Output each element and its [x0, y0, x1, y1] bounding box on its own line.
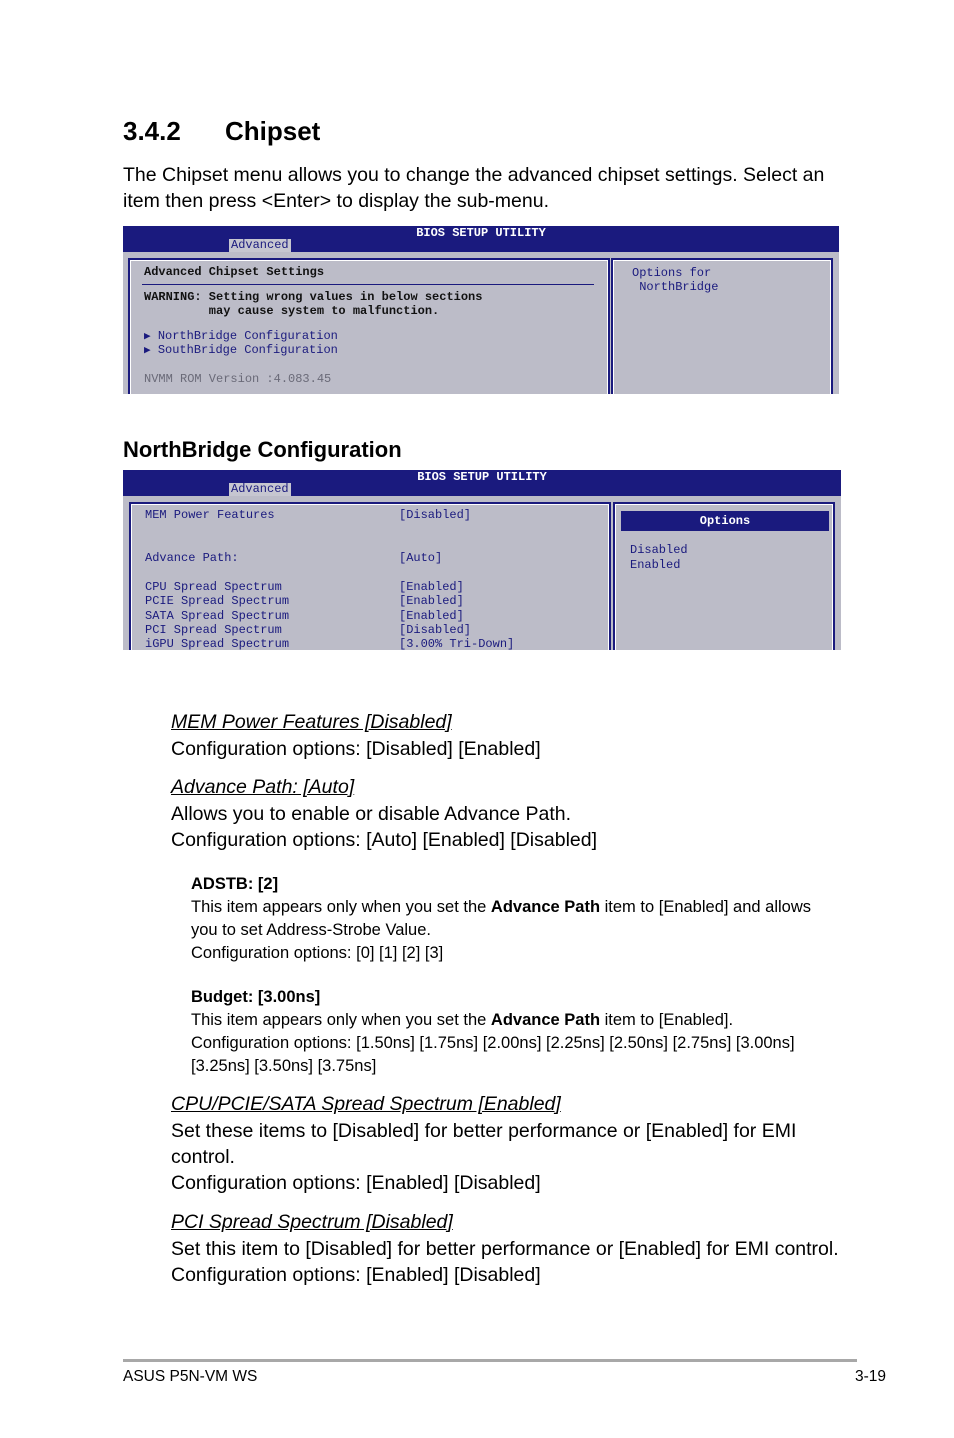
sub-text-adstb: This item appears only when you set the Advance Path item to [Enabled] and allows you to set Address-Strobe Value.: [191, 898, 812, 939]
bios-screen-chipset: [123, 226, 839, 426]
setting-value[interactable]: [Enabled]: [399, 594, 464, 608]
setting-label[interactable]: Advance Path:: [145, 551, 239, 565]
footer-product: ASUS P5N-VM WS: [123, 1368, 258, 1385]
panel-heading: Advanced Chipset Settings: [144, 265, 325, 279]
section-title: Chipset: [225, 116, 321, 146]
submenu-arrow-icon: ▶: [144, 331, 151, 343]
warning-line-2: may cause system to malfunction.: [144, 304, 440, 318]
item-title-pci-spread: PCI Spread Spectrum [Disabled]: [171, 1211, 453, 1233]
warning-line-1: WARNING: Setting wrong values in below sections: [144, 290, 483, 304]
help-text-line-1: Options for: [632, 266, 712, 280]
subsection-heading: NorthBridge Configuration: [123, 437, 402, 462]
sub-options-adstb: Configuration options: [0] [1] [2] [3]: [191, 944, 444, 962]
heading-divider: [142, 284, 594, 285]
item-text-pci-spread: Set this item to [Disabled] for better performance or [Enabled] for EMI control.: [171, 1238, 839, 1260]
setting-label[interactable]: PCIE Spread Spectrum: [145, 594, 290, 608]
item-title-advance-path: Advance Path: [Auto]: [171, 776, 355, 798]
setting-label[interactable]: MEM Power Features: [145, 508, 275, 522]
item-text-advance-path-1: Allows you to enable or disable Advance Path.: [171, 803, 572, 825]
sub-title-budget: Budget: [3.00ns]: [191, 988, 321, 1006]
menu-item-northbridge[interactable]: ▶ NorthBridge Configuration: [144, 329, 338, 343]
setting-value[interactable]: [Disabled]: [399, 508, 472, 522]
setting-label[interactable]: PCI Spread Spectrum: [145, 623, 282, 637]
sub-title-adstb: ADSTB: [2]: [191, 875, 279, 893]
footer-divider: [123, 1359, 857, 1362]
section-number: 3.4.2: [123, 116, 181, 146]
menu-item-southbridge[interactable]: ▶ SouthBridge Configuration: [144, 343, 338, 357]
tab-advanced[interactable]: Advanced: [231, 482, 289, 496]
item-options-spread-spectrum: Configuration options: [Enabled] [Disabled]: [171, 1172, 541, 1194]
bios-title-bar: [123, 470, 841, 496]
item-text-spread-spectrum: Set these items to [Disabled] for better performance or [Enabled] for EMI control.: [171, 1120, 797, 1168]
help-text-line-2: NorthBridge: [632, 280, 719, 294]
tab-advanced[interactable]: Advanced: [231, 238, 289, 252]
item-text-advance-path-2: Configuration options: [Auto] [Enabled] [Disabled]: [171, 829, 598, 851]
options-header: Options: [621, 511, 829, 531]
submenu-arrow-icon: ▶: [144, 345, 151, 357]
section-heading: [123, 116, 320, 147]
torn-edge: [123, 394, 839, 426]
setting-value[interactable]: [Enabled]: [399, 609, 464, 623]
setting-label[interactable]: CPU Spread Spectrum: [145, 580, 282, 594]
bios-title: BIOS SETUP UTILITY: [416, 226, 546, 240]
sub-options-budget: Configuration options: [1.50ns] [1.75ns] [2.00ns] [2.25ns] [2.50ns] [2.75ns] [3.00ns] [3.25ns] [3.50ns] [3.75ns]: [191, 1034, 795, 1075]
setting-value[interactable]: [Disabled]: [399, 623, 472, 637]
setting-value[interactable]: [Enabled]: [399, 580, 464, 594]
option-disabled[interactable]: Disabled: [630, 543, 688, 557]
item-title-spread-spectrum: CPU/PCIE/SATA Spread Spectrum [Enabled]: [171, 1093, 561, 1115]
item-title-mem-power: MEM Power Features [Disabled]: [171, 711, 452, 733]
torn-edge: [123, 650, 841, 682]
footer-page-number: 3-19: [854, 1368, 886, 1385]
rom-version: NVMM ROM Version :4.083.45: [144, 372, 332, 386]
setting-label[interactable]: iGPU Spread Spectrum: [145, 637, 290, 651]
bios-title-bar: [123, 226, 839, 252]
bios-title: BIOS SETUP UTILITY: [417, 470, 547, 484]
setting-label[interactable]: SATA Spread Spectrum: [145, 609, 290, 623]
sub-text-budget: This item appears only when you set the Advance Path item to [Enabled].: [191, 1011, 734, 1029]
option-enabled[interactable]: Enabled: [630, 558, 681, 572]
item-text-mem-power: Configuration options: [Disabled] [Enabled]: [171, 738, 541, 760]
setting-value[interactable]: [3.00% Tri-Down]: [399, 637, 515, 651]
setting-value[interactable]: [Auto]: [399, 551, 443, 565]
item-options-pci-spread: Configuration options: [Enabled] [Disabled]: [171, 1264, 541, 1286]
intro-paragraph: The Chipset menu allows you to change the advanced chipset settings. Select an item then press <Enter> to display the sub-menu.: [123, 164, 825, 212]
bios-screen-northbridge: [123, 470, 841, 682]
